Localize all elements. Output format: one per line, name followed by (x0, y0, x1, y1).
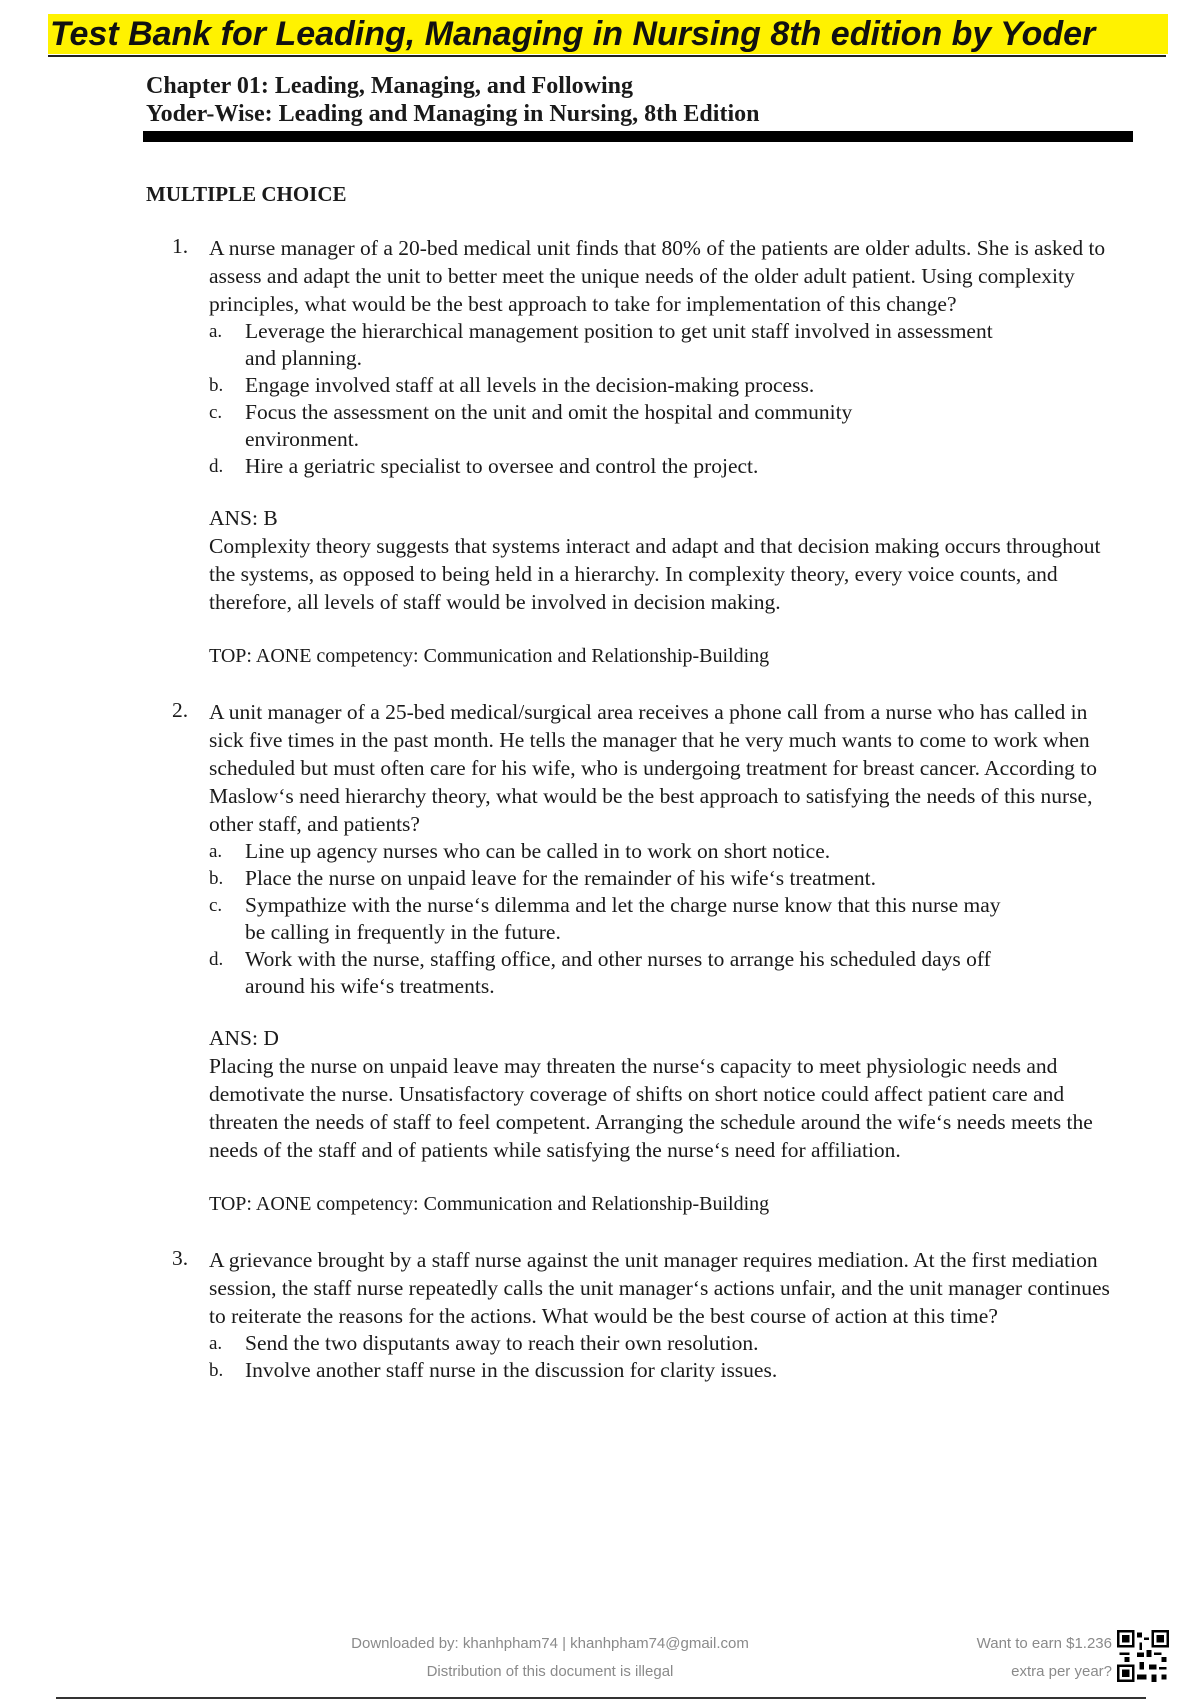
option-text: Engage involved staff at all levels in the decision-making process. (245, 373, 815, 397)
download-notice (300, 1630, 800, 1686)
option-letter: d. (209, 949, 224, 970)
answer-key: ANS: D (209, 1026, 279, 1050)
question-number: 3. (172, 1246, 189, 1270)
option-list (209, 1330, 1122, 1384)
question-1 (172, 234, 1122, 670)
option-b (209, 1357, 1005, 1384)
option-letter: b. (209, 375, 224, 396)
option-text: Send the two disputants away to reach their own resolution. (245, 1331, 759, 1355)
question-stem: A grievance brought by a staff nurse against the unit manager requires mediation. At the first mediation session, the staff nurse repeatedly calls the unit manager‘s actions unfair, and the unit manager continues to reiterate the reasons for the actions. What would be the best course of action at this time? (209, 1248, 1110, 1328)
option-a (209, 1330, 1005, 1357)
option-text: Hire a geriatric specialist to oversee and control the project. (245, 454, 759, 478)
option-d (209, 946, 1005, 1000)
option-letter: a. (209, 321, 223, 342)
option-letter: c. (209, 402, 223, 423)
qr-code-icon[interactable] (1117, 1630, 1169, 1682)
option-b (209, 372, 1005, 399)
question-stem: A nurse manager of a 20-bed medical unit finds that 80% of the patients are older adults. She is asked to assess and adapt the unit to better meet the unique needs of the older adult patient. Using complexity principles, what would be the best approach to take for implementation of this change? (209, 236, 1106, 316)
option-b (209, 865, 1005, 892)
question-number: 1. (172, 234, 189, 258)
option-text: Work with the nurse, staffing office, and other nurses to arrange his scheduled days off around his wife‘s treatments. (245, 947, 991, 998)
chapter-title: Chapter 01: Leading, Managing, and Following (146, 73, 633, 99)
option-a (209, 318, 1005, 372)
option-c (209, 399, 905, 453)
question-list (172, 234, 1122, 1384)
option-c (209, 892, 1005, 946)
question-number: 2. (172, 698, 189, 722)
earn-promo-line2: extra per year? (1011, 1663, 1112, 1680)
option-letter: b. (209, 868, 224, 889)
option-letter: a. (209, 841, 223, 862)
option-letter: c. (209, 895, 223, 916)
option-a (209, 838, 1005, 865)
banner-underline (48, 55, 1166, 57)
question-stem: A unit manager of a 25-bed medical/surgical area receives a phone call from a nurse who has called in sick five times in the past month. He tells the manager that he very much wants to come to work when scheduled but must often care for his wife, who is undergoing treatment for breast cancer. According to Maslow‘s need hierarchy theory, what would be the best approach to satisfying the needs of this nurse, other staff, and patients? (209, 700, 1097, 836)
earn-promo[interactable] (977, 1630, 1112, 1686)
topic-tag: TOP: AONE competency: Communication and Relationship-Building (209, 645, 770, 667)
option-text: Sympathize with the nurse‘s dilemma and let the charge nurse know that this nurse may be calling in frequently in the future. (245, 893, 1001, 944)
question-3 (172, 1246, 1122, 1384)
option-text: Line up agency nurses who can be called in to work on short notice. (245, 839, 831, 863)
downloaded-by: Downloaded by: khanhpham74 | khanhpham74@gmail.com (351, 1635, 749, 1652)
option-list (209, 318, 1122, 480)
option-letter: a. (209, 1333, 223, 1354)
book-title: Yoder-Wise: Leading and Managing in Nursing, 8th Edition (146, 101, 760, 127)
option-text: Place the nurse on unpaid leave for the remainder of his wife‘s treatment. (245, 866, 877, 890)
earn-promo-line1: Want to earn $1.236 (976, 1635, 1112, 1652)
answer-key: ANS: B (209, 506, 278, 530)
option-d (209, 453, 1005, 480)
option-text: Involve another staff nurse in the discussion for clarity issues. (245, 1358, 778, 1382)
rationale: Placing the nurse on unpaid leave may threaten the nurse‘s capacity to meet physiologic needs and demotivate the nurse. Unsatisfactory coverage of shifts on short notice could affect patient care and threaten the needs of staff to feel competent. Arranging the schedule around the wife‘s needs meets the needs of the staff and of patients while satisfying the nurse‘s need for affiliation. (209, 1054, 1093, 1162)
option-letter: b. (209, 1360, 224, 1381)
option-text: Focus the assessment on the unit and omit the hospital and community environment. (245, 400, 853, 451)
question-2 (172, 698, 1122, 1218)
option-text: Leverage the hierarchical management position to get unit staff involved in assessment and planning. (245, 319, 993, 370)
section-title: MULTIPLE CHOICE (146, 182, 347, 206)
document-header (146, 72, 1132, 128)
option-letter: d. (209, 456, 224, 477)
title-banner: Test Bank for Leading, Managing in Nursing 8th edition by Yoder (48, 14, 1168, 54)
option-list (209, 838, 1122, 1000)
header-divider (143, 131, 1133, 142)
distribution-notice: Distribution of this document is illegal (426, 1663, 674, 1680)
rationale: Complexity theory suggests that systems interact and adapt and that decision making occurs throughout the systems, as opposed to being held in a hierarchy. In complexity theory, every voice counts, and therefore, all levels of staff would be involved in decision making. (209, 534, 1101, 614)
topic-tag: TOP: AONE competency: Communication and Relationship-Building (209, 1193, 770, 1215)
footer-divider (56, 1697, 1146, 1699)
